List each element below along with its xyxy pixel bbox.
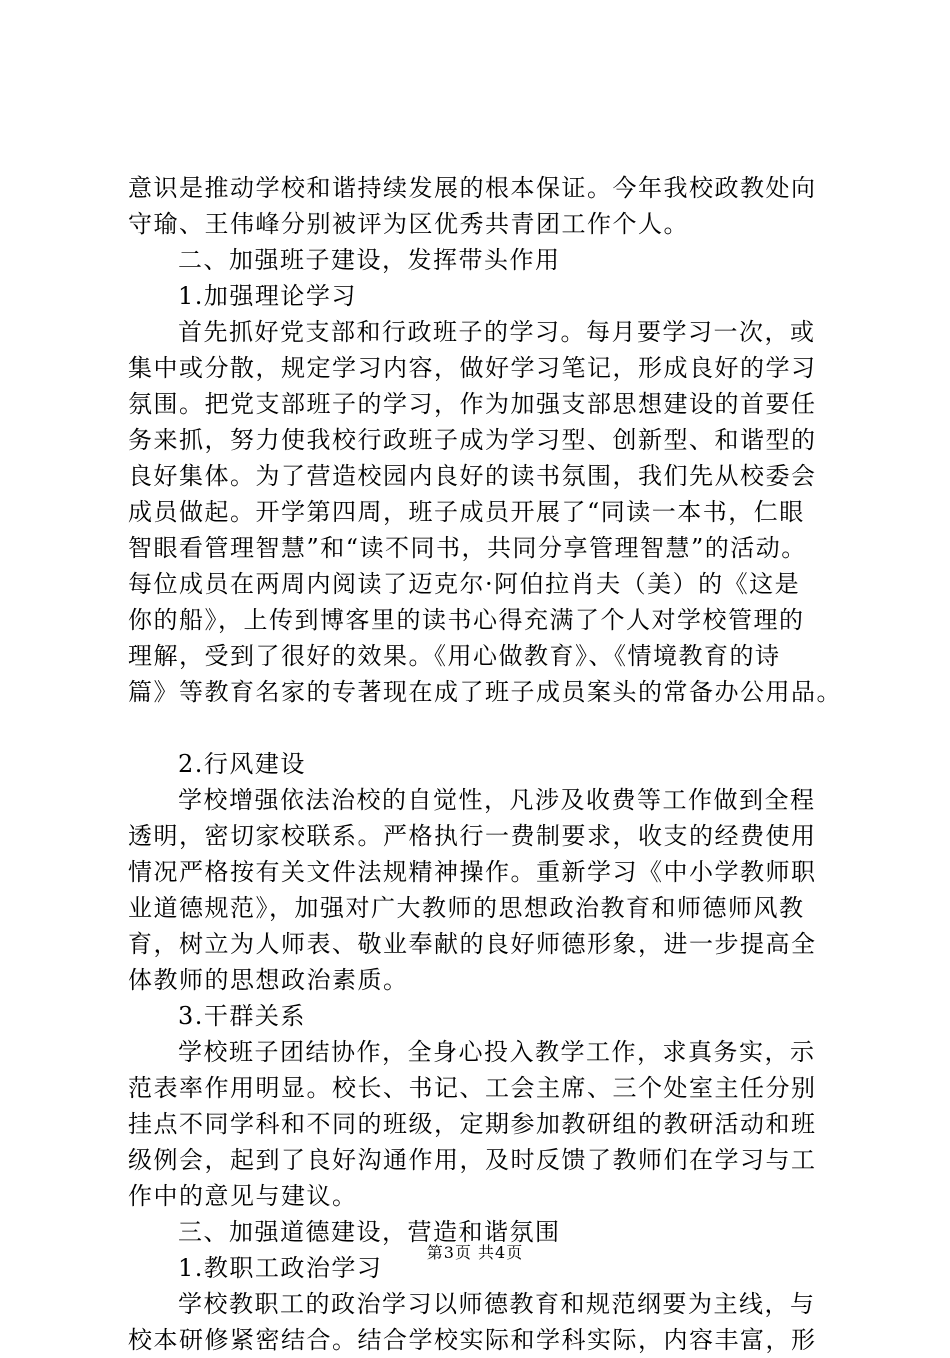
text-line: 集中或分散，规定学习内容，做好学习笔记，形成良好的学习 [128,354,817,382]
text-line: 2.行风建设 [178,750,306,778]
text-line: 智眼看管理智慧”和“读不同书，共同分享管理智慧”的活动。 [128,534,807,562]
text-line: 业道德规范》，加强对广大教师的思想政治教育和师德师风教 [128,894,805,922]
text-line: 作中的意见与建议。 [128,1182,358,1210]
text-line: 三、加强道德建设，营造和谐氛围 [178,1218,561,1246]
text-line: 校本研修紧密结合。结合学校实际和学科实际，内容丰富，形 [128,1326,817,1354]
text-line: 透明，密切家校联系。严格执行一费制要求，收支的经费使用 [128,822,817,850]
text-line: 1.教职工政治学习 [178,1254,383,1282]
text-line: 学校班子团结协作，全身心投入教学工作，求真务实，示 [178,1038,816,1066]
text-line: 体教师的思想政治素质。 [128,966,409,994]
page-footer: 第3页 共4页 [426,1243,524,1262]
text-line: 务来抓，努力使我校行政班子成为学习型、创新型、和谐型的 [128,426,817,454]
text-line: 情况严格按有关文件法规精神操作。重新学习《中小学教师职 [128,858,817,886]
text-line: 育，树立为人师表、敬业奉献的良好师德形象，进一步提高全 [128,930,817,958]
text-line: 良好集体。为了营造校园内良好的读书氛围，我们先从校委会 [128,462,817,490]
text-line: 你的船》，上传到博客里的读书心得充满了个人对学校管理的 [128,606,805,634]
text-line: 守瑜、王伟峰分别被评为区优秀共青团工作个人。 [128,210,689,238]
text-line: 学校教职工的政治学习以师德教育和规范纲要为主线，与 [178,1290,816,1318]
text-line: 学校增强依法治校的自觉性，凡涉及收费等工作做到全程 [178,786,816,814]
text-line: 首先抓好党支部和行政班子的学习。每月要学习一次，或 [178,318,816,346]
text-line: 挂点不同学科和不同的班级，定期参加教研组的教研活动和班 [128,1110,817,1138]
text-line: 二、加强班子建设，发挥带头作用 [178,246,561,274]
blank-line [128,710,848,746]
text-line: 意识是推动学校和谐持续发展的根本保证。今年我校政教处向 [128,174,817,202]
text-line: 3.干群关系 [178,1002,306,1030]
text-line: 1.加强理论学习 [178,282,357,310]
text-line: 级例会，起到了良好沟通作用，及时反馈了教师们在学习与工 [128,1146,817,1174]
text-line: 理解，受到了很好的效果。《用心做教育》、《情境教育的诗 [128,642,781,670]
text-line: 成员做起。开学第四周，班子成员开展了“同读一本书，仁眼 [128,498,805,526]
text-line: 每位成员在两周内阅读了迈克尔·阿伯拉肖夫（美）的《这是 [128,570,801,598]
text-line: 范表率作用明显。校长、书记、工会主席、三个处室主任分别 [128,1074,817,1102]
document-body [128,170,848,1358]
text-line: 氛围。把党支部班子的学习，作为加强支部思想建设的首要任 [128,390,817,418]
text-line: 篇》等教育名家的专著现在成了班子成员案头的常备办公用品。 [128,678,842,706]
